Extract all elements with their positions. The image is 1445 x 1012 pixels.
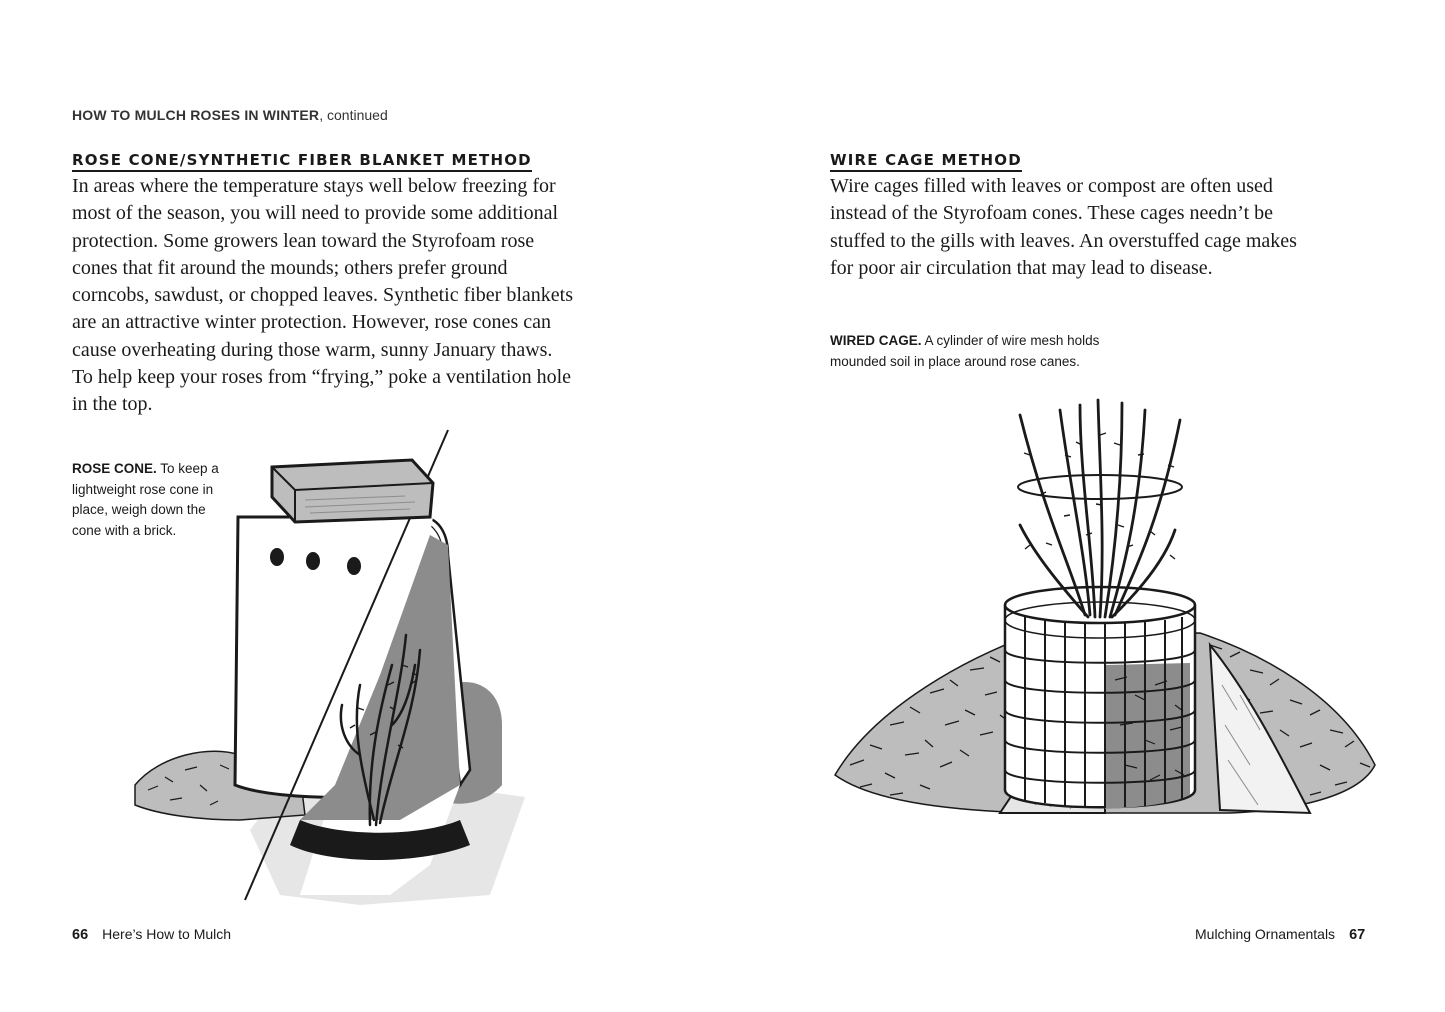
body-line: cones that fit around the mounds; others prefer ground bbox=[72, 256, 508, 279]
book-title: Here’s How to Mulch bbox=[102, 926, 232, 942]
body-line: for poor air circulation that may lead to disease. bbox=[830, 256, 1213, 279]
caption-text: cone with a brick. bbox=[72, 522, 177, 538]
caption-label: WIRED CAGE. bbox=[830, 333, 922, 348]
body-line: stuffed to the gills with leaves. An overstuffed cage makes bbox=[830, 229, 1297, 252]
caption-text: A cylinder of wire mesh holds bbox=[921, 333, 1100, 348]
body-line: are an attractive winter protection. However, rose cones can bbox=[72, 311, 551, 334]
body-line: To help keep your roses from “frying,” poke a ventilation hole bbox=[72, 366, 572, 389]
running-head-title: HOW TO MULCH ROSES IN WINTER bbox=[72, 107, 320, 123]
body-line: instead of the Styrofoam cones. These cages needn’t be bbox=[830, 202, 1274, 225]
caption-label: ROSE CONE. bbox=[72, 461, 157, 476]
body-line: protection. Some growers lean toward the Styrofoam rose bbox=[72, 229, 535, 252]
body-line: most of the season, you will need to provide some additional bbox=[72, 202, 559, 225]
chapter-title: Mulching Ornamentals bbox=[1195, 926, 1336, 942]
body-text-wire-cage bbox=[830, 173, 1297, 282]
section-heading-rose-cone: ROSE CONE/SYNTHETIC FIBER BLANKET METHOD bbox=[72, 151, 532, 172]
body-line: corncobs, sawdust, or chopped leaves. Synthetic fiber blankets bbox=[72, 284, 573, 307]
caption-wired-cage bbox=[830, 331, 1099, 372]
folio-left bbox=[72, 926, 231, 943]
wire-cage-illustration bbox=[830, 395, 1380, 825]
caption-text: lightweight rose cone in bbox=[72, 481, 214, 497]
folio-right bbox=[1195, 926, 1365, 943]
caption-text: To keep a bbox=[156, 461, 219, 476]
rose-cone-illustration bbox=[130, 425, 530, 905]
body-text-rose-cone bbox=[72, 173, 573, 419]
section-heading-wire-cage: WIRE CAGE METHOD bbox=[830, 151, 1022, 172]
body-line: in the top. bbox=[72, 393, 153, 416]
body-line: In areas where the temperature stays well below freezing for bbox=[72, 175, 556, 197]
body-line: Wire cages filled with leaves or compost are often used bbox=[830, 175, 1273, 197]
caption-text: place, weigh down the bbox=[72, 502, 206, 517]
caption-text: mounded soil in place around rose canes. bbox=[830, 353, 1080, 369]
page-number: 66 bbox=[72, 927, 89, 943]
running-head bbox=[72, 107, 388, 123]
body-line: cause overheating during those warm, sunny January thaws. bbox=[72, 338, 553, 361]
running-head-continued: , continued bbox=[319, 107, 388, 123]
page-number: 67 bbox=[1349, 927, 1366, 943]
